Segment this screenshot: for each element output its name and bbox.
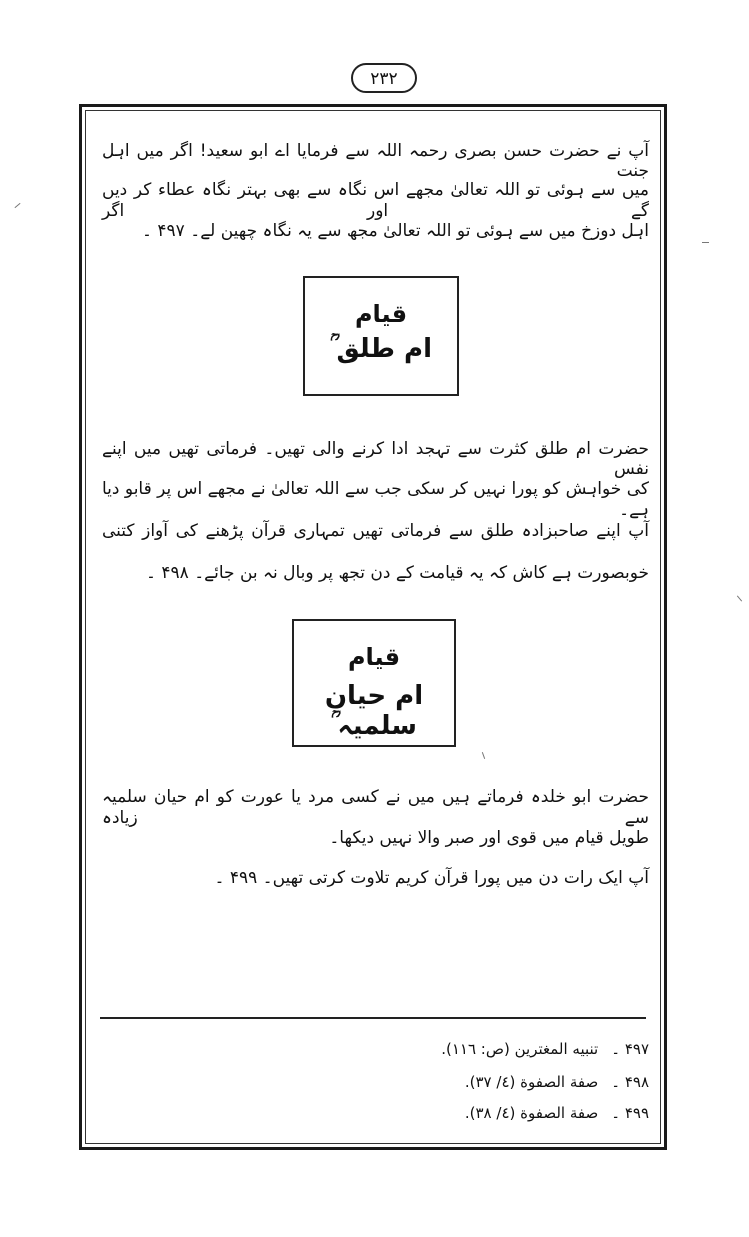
paragraph1-line-3: اہل دوزخ میں سے ہوئی تو اللہ تعالیٰ مجھ سے یہ نگاہ چھین لے۔ ۴۹۷ ۔ xyxy=(142,221,649,241)
paragraph1-line-1: آپ نے حضرت حسن بصری رحمہ اللہ سے فرمایا اے ابو سعید! اگر میں اہل جنت xyxy=(102,141,649,181)
footnote-text: صفة الصفوة (٤/ ٣٧). xyxy=(464,1073,599,1091)
heading2-subtitle: ام حیان سلمیہ ؒ xyxy=(324,681,424,741)
page-number: ۲۳۲ xyxy=(351,63,417,93)
paragraph3-line-1: حضرت ابو خلدہ فرماتے ہیں میں نے کسی مرد یا عورت کو ام حیان سلمیہ سے زیادہ xyxy=(102,787,649,828)
scan-mark xyxy=(737,595,742,601)
scan-mark xyxy=(14,203,20,208)
paragraph2-line-2: کی خواہش کو پورا نہیں کر سکی جب سے اللہ تعالیٰ نے مجھے اس پر قابو دیا ہے۔ xyxy=(102,479,649,520)
heading1-title: قیام xyxy=(354,300,408,328)
footnote-number: ۴۹۹ ۔ xyxy=(611,1104,649,1122)
paragraph3-line-3: آپ ایک رات دن میں پورا قرآن کریم تلاوت کرتی تھیں۔ ۴۹۹ ۔ xyxy=(214,868,649,888)
footnote-number: ۴۹۷ ۔ xyxy=(611,1040,649,1058)
paragraph1-line-2: میں سے ہوئی تو اللہ تعالیٰ مجھے اس نگاہ سے بھی بہتر نگاہ عطاء کر دیں گے اور اگر xyxy=(102,180,649,221)
footnote-divider xyxy=(100,1017,646,1019)
heading1-subtitle: ام طلق ؒ xyxy=(329,334,433,364)
paragraph2-line-4: خوبصورت ہے کاش کہ یہ قیامت کے دن تجھ پر وبال نہ بن جائے۔ ۴۹۸ ۔ xyxy=(146,563,649,583)
scan-mark xyxy=(702,242,709,243)
footnote-text: تنبيه المغترين (ص: ١١٦). xyxy=(441,1040,599,1058)
footnote-number: ۴۹۸ ۔ xyxy=(611,1073,649,1091)
footnote-text: صفة الصفوة (٤/ ٣٨). xyxy=(464,1104,599,1122)
heading2-title: قیام xyxy=(347,643,401,671)
paragraph2-line-3: آپ اپنے صاحبزادہ طلق سے فرماتی تھیں تمہاری قرآن پڑھنے کی آواز کتنی xyxy=(102,521,649,541)
paragraph2-line-1: حضرت ام طلق کثرت سے تہجد ادا کرنے والی تھیں۔ فرماتی تھیں میں اپنے نفس xyxy=(102,439,649,479)
heading-box-umm-hayyan xyxy=(292,619,456,747)
footnote-item xyxy=(465,1104,649,1122)
heading-box-umm-talq xyxy=(303,276,459,396)
footnote-item xyxy=(441,1040,649,1058)
paragraph3-line-2: طویل قیام میں قوی اور صبر والا نہیں دیکھا۔ xyxy=(329,828,649,848)
footnote-item xyxy=(465,1073,649,1091)
